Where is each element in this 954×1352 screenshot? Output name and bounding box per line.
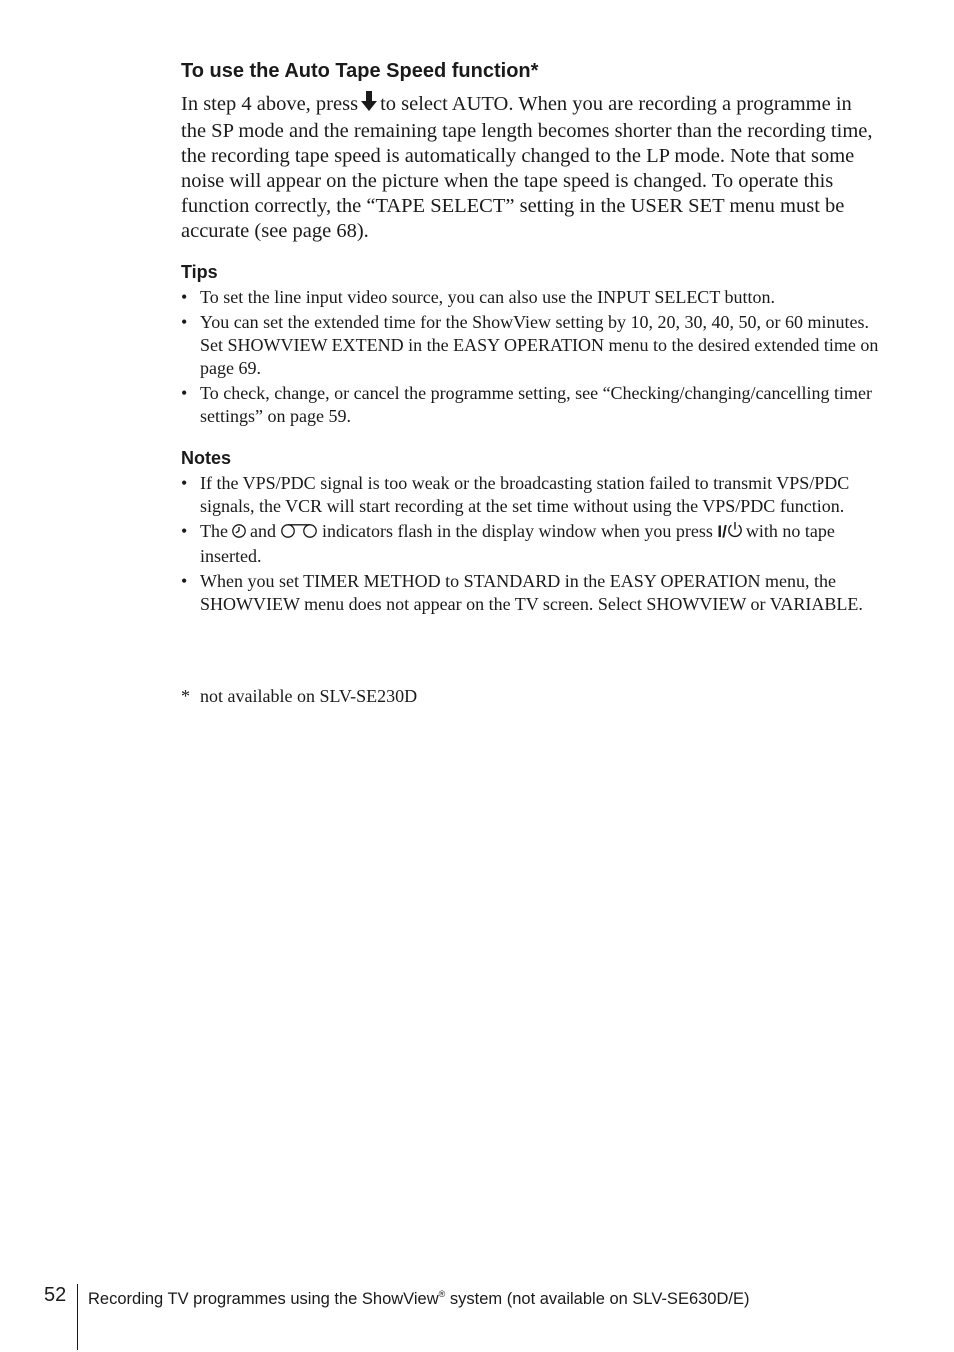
tip-item: • To set the line input video source, you can also use the INPUT SELECT button. — [181, 287, 775, 307]
power-label: I/ — [717, 522, 727, 541]
tip-item: • You can set the extended time for the ShowView setting by 10, 20, 30, 40, 50, or 60 minutes. Set SHOWVIEW EXTEND in the EASY OPERATION menu to the desired extended time on page 69. — [181, 312, 879, 378]
tape-icon — [279, 522, 319, 545]
intro-text-part2: to select AUTO. When you are recording a programme in the SP mode and the remaining tape length becomes shorter than the recording time, the recording tape speed is automatically changed to the LP mode. Note that some noise will appear on the picture when the tape speed is changed. To operate this function correctly, the “TAPE SELECT” setting in the USER SET menu must be accurate (see page 68). — [181, 93, 873, 242]
down-arrow-icon — [360, 90, 378, 119]
tips-title: Tips — [181, 262, 218, 282]
intro-text-part1: In step 4 above, press — [181, 93, 359, 115]
note-item: • If the VPS/PDC signal is too weak or the broadcasting station failed to transmit VPS/PDC signals, the VCR will start recording at the set time without using the VPS/PDC function. — [181, 473, 850, 516]
clock-icon — [231, 522, 247, 545]
footer-running-title: Recording TV programmes using the ShowView® system (not available on SLV-SE630D/E) — [88, 1289, 750, 1308]
tips-list — [181, 286, 881, 430]
footnote-marker: * — [181, 686, 190, 706]
notes-title: Notes — [181, 448, 232, 468]
intro-paragraph — [181, 90, 881, 244]
page-number: 52 — [44, 1284, 67, 1306]
power-icon — [727, 521, 743, 545]
section-heading: To use the Auto Tape Speed function* — [181, 60, 539, 82]
footer-divider — [77, 1284, 78, 1350]
note-item: • The and indicators flash in the display window when you press I/ with no tape inserted. — [181, 521, 835, 566]
footnote — [181, 685, 417, 708]
tip-item: • To check, change, or cancel the programme setting, see “Checking/changing/cancelling timer settings” on page 59. — [181, 383, 872, 426]
note-item: • When you set TIMER METHOD to STANDARD in the EASY OPERATION menu, the SHOWVIEW menu does not appear on the TV screen. Select SHOWVIEW or VARIABLE. — [181, 571, 863, 614]
registered-mark: ® — [438, 1289, 446, 1299]
footnote-text: not available on SLV-SE230D — [200, 686, 418, 706]
notes-list — [181, 472, 881, 618]
